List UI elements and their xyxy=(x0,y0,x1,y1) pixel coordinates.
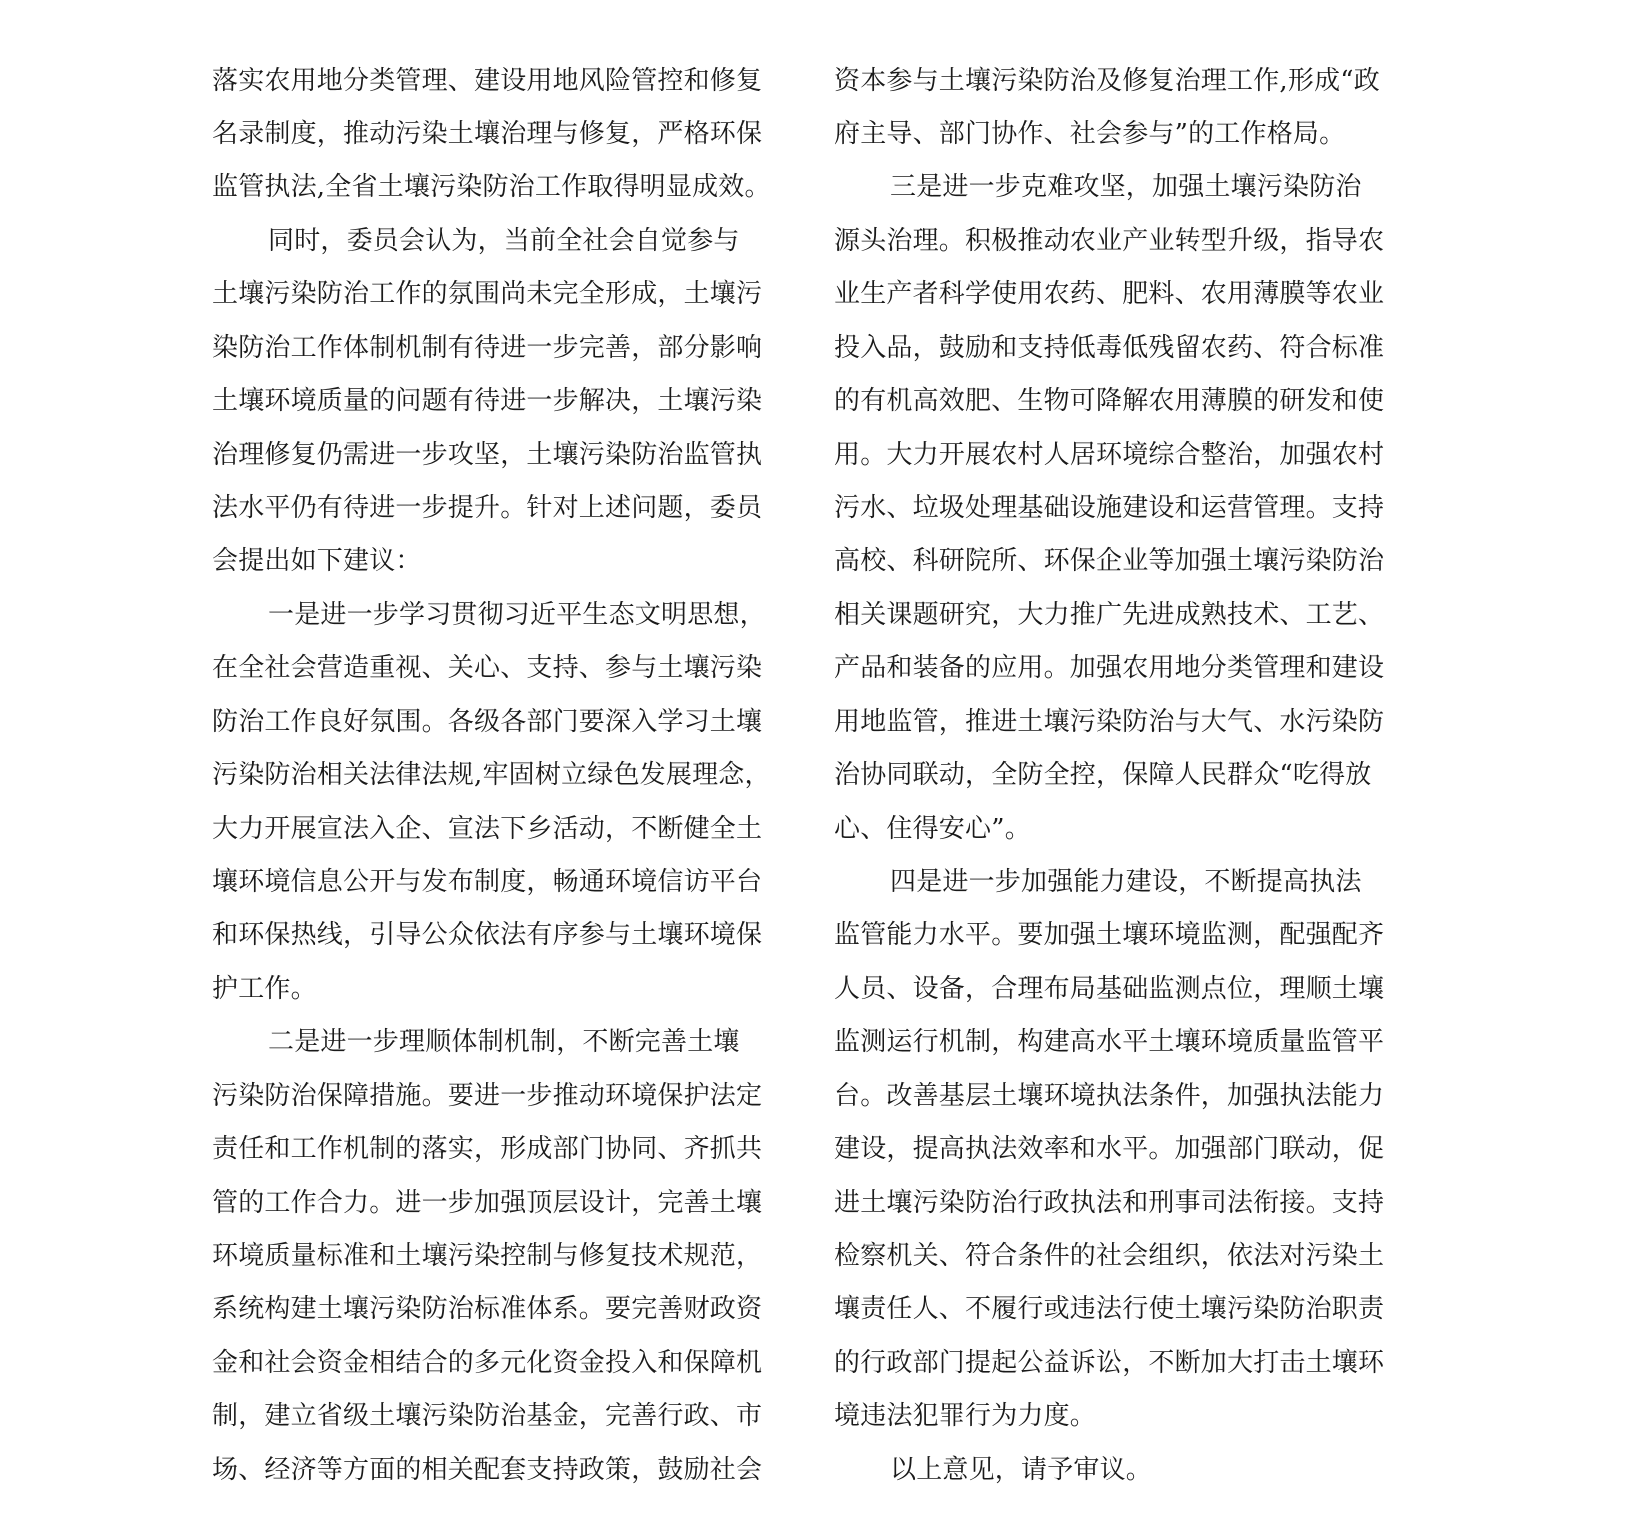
text-line: 业生产者科学使用农药、肥料、农用薄膜等农业 xyxy=(834,279,1385,309)
paragraph-start-line: 二是进一步理顺体制机制，不断完善土壤 xyxy=(268,1027,740,1057)
text-line: 资本参与土壤污染防治及修复治理工作,形成“政 xyxy=(834,66,1380,96)
text-line: 台。改善基层土壤环境执法条件，加强执法能力 xyxy=(834,1081,1385,1111)
paragraph-start-line: 一是进一步学习贯彻习近平生态文明思想， xyxy=(268,600,766,630)
text-line: 府主导、部门协作、社会参与”的工作格局。 xyxy=(834,119,1346,149)
text-line: 污染防治相关法律法规,牢固树立绿色发展理念， xyxy=(212,760,771,790)
text-line: 用地监管，推进土壤污染防治与大气、水污染防 xyxy=(834,707,1385,737)
text-line: 场、经济等方面的相关配套支持政策，鼓励社会 xyxy=(212,1455,763,1485)
text-line: 建设，提高执法效率和水平。加强部门联动，促 xyxy=(834,1134,1385,1164)
paragraph-start-line: 以上意见，请予审议。 xyxy=(890,1455,1153,1485)
text-line: 名录制度，推动污染土壤治理与修复，严格环保 xyxy=(212,119,763,149)
text-line: 检察机关、符合条件的社会组织，依法对污染土 xyxy=(834,1241,1385,1271)
text-line: 的行政部门提起公益诉讼，不断加大打击土壤环 xyxy=(834,1348,1385,1378)
paragraph-start-line: 三是进一步克难攻坚，加强土壤污染防治 xyxy=(890,172,1362,202)
text-line: 进土壤污染防治行政执法和刑事司法衔接。支持 xyxy=(834,1188,1385,1218)
text-line: 投入品，鼓励和支持低毒低残留农药、符合标准 xyxy=(834,333,1385,363)
text-line: 金和社会资金相结合的多元化资金投入和保障机 xyxy=(212,1348,763,1378)
text-line: 在全社会营造重视、关心、支持、参与土壤污染 xyxy=(212,653,763,683)
text-line: 治理修复仍需进一步攻坚，土壤污染防治监管执 xyxy=(212,440,763,470)
text-line: 防治工作良好氛围。各级各部门要深入学习土壤 xyxy=(212,707,763,737)
text-line: 法水平仍有待进一步提升。针对上述问题，委员 xyxy=(212,493,763,523)
text-line: 污水、垃圾处理基础设施建设和运营管理。支持 xyxy=(834,493,1385,523)
text-line: 土壤环境质量的问题有待进一步解决，土壤污染 xyxy=(212,386,763,416)
text-line: 产品和装备的应用。加强农用地分类管理和建设 xyxy=(834,653,1385,683)
text-line: 监管执法,全省土壤污染防治工作取得明显成效。 xyxy=(212,172,771,202)
text-line: 的有机高效肥、生物可降解农用薄膜的研发和使 xyxy=(834,386,1385,416)
text-line: 用。大力开展农村人居环境综合整治，加强农村 xyxy=(834,440,1385,470)
text-line: 壤责任人、不履行或违法行使土壤污染防治职责 xyxy=(834,1294,1385,1324)
text-line: 心、住得安心”。 xyxy=(834,814,1031,844)
text-line: 监测运行机制，构建高水平土壤环境质量监管平 xyxy=(834,1027,1385,1057)
text-line: 监管能力水平。要加强土壤环境监测，配强配齐 xyxy=(834,920,1385,950)
text-line: 治协同联动，全防全控，保障人民群众“吃得放 xyxy=(834,760,1372,790)
text-line: 染防治工作体制机制有待进一步完善，部分影响 xyxy=(212,333,763,363)
text-line: 源头治理。积极推动农业产业转型升级，指导农 xyxy=(834,226,1385,256)
text-line: 制，建立省级土壤污染防治基金，完善行政、市 xyxy=(212,1401,763,1431)
text-line: 相关课题研究，大力推广先进成熟技术、工艺、 xyxy=(834,600,1385,630)
text-line: 护工作。 xyxy=(212,974,317,1004)
text-line: 污染防治保障措施。要进一步推动环境保护法定 xyxy=(212,1081,763,1111)
text-line: 系统构建土壤污染防治标准体系。要完善财政资 xyxy=(212,1294,763,1324)
paragraph-start-line: 四是进一步加强能力建设，不断提高执法 xyxy=(890,867,1362,897)
text-line: 和环保热线，引导公众依法有序参与土壤环境保 xyxy=(212,920,763,950)
text-line: 人员、设备，合理布局基础监测点位，理顺土壤 xyxy=(834,974,1385,1004)
text-line: 高校、科研院所、环保企业等加强土壤污染防治 xyxy=(834,546,1385,576)
text-line: 管的工作合力。进一步加强顶层设计，完善土壤 xyxy=(212,1188,763,1218)
paragraph-start-line: 同时，委员会认为，当前全社会自觉参与 xyxy=(268,226,740,256)
text-line: 壤环境信息公开与发布制度，畅通环境信访平台 xyxy=(212,867,763,897)
text-line: 责任和工作机制的落实，形成部门协同、齐抓共 xyxy=(212,1134,763,1164)
text-line: 土壤污染防治工作的氛围尚未完全形成，土壤污 xyxy=(212,279,763,309)
text-line: 境违法犯罪行为力度。 xyxy=(834,1401,1097,1431)
text-line: 环境质量标准和土壤污染控制与修复技术规范， xyxy=(212,1241,763,1271)
text-line: 大力开展宣法入企、宣法下乡活动，不断健全土 xyxy=(212,814,763,844)
text-line: 会提出如下建议： xyxy=(212,546,422,576)
text-line: 落实农用地分类管理、建设用地风险管控和修复 xyxy=(212,66,763,96)
